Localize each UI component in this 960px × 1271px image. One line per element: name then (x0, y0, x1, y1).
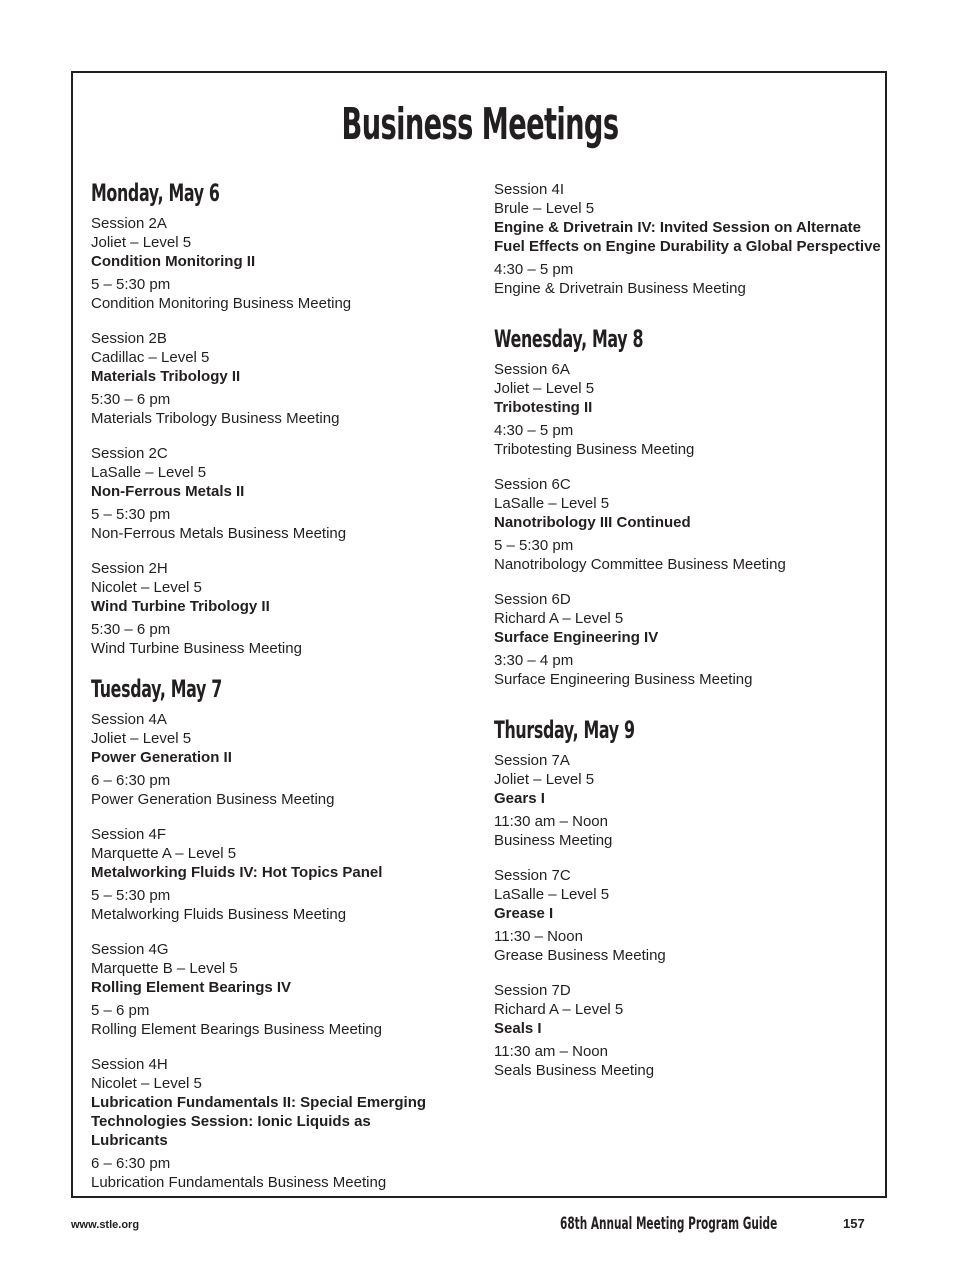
session-topic: Non-Ferrous Metals II (91, 483, 245, 500)
session-room: Richard A – Level 5 (494, 610, 624, 627)
session-topic: Power Generation II (91, 749, 232, 766)
session-entry (91, 444, 471, 543)
session-meeting: Non-Ferrous Metals Business Meeting (91, 525, 347, 542)
session-meeting: Business Meeting (494, 832, 613, 849)
session-meeting: Rolling Element Bearings Business Meeting (91, 1021, 382, 1038)
session-entry (494, 180, 884, 298)
session-time: 6 – 6:30 pm (91, 772, 171, 789)
session-number: Session 6C (494, 476, 571, 493)
session-topic: Condition Monitoring II (91, 253, 256, 270)
session-time: 5 – 5:30 pm (91, 887, 171, 904)
website-link[interactable]: www.stle.org (71, 1219, 140, 1231)
session-time: 5 – 5:30 pm (494, 537, 574, 554)
session-room: Marquette A – Level 5 (91, 845, 237, 862)
session-meeting: Tribotesting Business Meeting (494, 441, 695, 458)
session-topic: Gears I (494, 790, 545, 807)
page-title: Business Meetings (341, 99, 619, 150)
session-room: Nicolet – Level 5 (91, 1075, 202, 1092)
session-time: 5 – 5:30 pm (91, 506, 171, 523)
session-entry (494, 590, 884, 689)
session-entry (494, 751, 884, 850)
session-number: Session 4G (91, 941, 169, 958)
day-heading: Thursday, May 9 (494, 716, 635, 744)
session-meeting: Grease Business Meeting (494, 947, 666, 964)
session-time: 5 – 5:30 pm (91, 276, 171, 293)
session-room: Cadillac – Level 5 (91, 349, 210, 366)
session-number: Session 4I (494, 181, 565, 198)
session-entry (91, 214, 471, 313)
session-meeting: Lubrication Fundamentals Business Meeting (91, 1174, 387, 1191)
session-number: Session 4H (91, 1056, 168, 1073)
session-entry (494, 866, 884, 965)
right-column (494, 180, 884, 1096)
session-topic: Grease I (494, 905, 554, 922)
session-entry (91, 329, 471, 428)
session-room: Joliet – Level 5 (91, 234, 192, 251)
session-entry (91, 559, 471, 658)
session-time: 11:30 – Noon (494, 928, 583, 945)
session-room: Joliet – Level 5 (494, 771, 595, 788)
session-number: Session 7A (494, 752, 570, 769)
session-room: LaSalle – Level 5 (494, 495, 610, 512)
session-meeting: Wind Turbine Business Meeting (91, 640, 302, 657)
session-entry (494, 981, 884, 1080)
session-number: Session 7D (494, 982, 571, 999)
session-time: 5 – 6 pm (91, 1002, 150, 1019)
session-time: 11:30 am – Noon (494, 813, 608, 830)
day-heading: Monday, May 6 (91, 179, 220, 207)
session-meeting: Materials Tribology Business Meeting (91, 410, 340, 427)
session-entry (494, 360, 884, 459)
session-topic: Tribotesting II (494, 399, 593, 416)
session-time: 11:30 am – Noon (494, 1043, 608, 1060)
session-number: Session 6D (494, 591, 571, 608)
session-topic: Wind Turbine Tribology II (91, 598, 270, 615)
session-topic: Surface Engineering IV (494, 629, 659, 646)
page-number: 157 (843, 1216, 865, 1231)
session-room: Nicolet – Level 5 (91, 579, 202, 596)
session-meeting: Engine & Drivetrain Business Meeting (494, 280, 746, 297)
session-number: Session 4F (91, 826, 167, 843)
session-topic: Metalworking Fluids IV: Hot Topics Panel (91, 864, 383, 881)
session-room: Marquette B – Level 5 (91, 960, 238, 977)
session-time: 5:30 – 6 pm (91, 391, 171, 408)
session-number: Session 2C (91, 445, 168, 462)
session-entry (91, 1055, 471, 1192)
session-room: LaSalle – Level 5 (91, 464, 207, 481)
session-time: 6 – 6:30 pm (91, 1155, 171, 1172)
session-topic: Seals I (494, 1020, 542, 1037)
left-column (91, 178, 471, 1208)
session-entry (494, 475, 884, 574)
session-entry (91, 710, 471, 809)
session-number: Session 2B (91, 330, 167, 347)
session-meeting: Power Generation Business Meeting (91, 791, 335, 808)
session-room: Joliet – Level 5 (494, 380, 595, 397)
session-number: Session 2A (91, 215, 167, 232)
session-room: Richard A – Level 5 (494, 1001, 624, 1018)
session-time: 3:30 – 4 pm (494, 652, 574, 669)
session-topic: Nanotribology III Continued (494, 514, 691, 531)
session-meeting: Condition Monitoring Business Meeting (91, 295, 352, 312)
session-topic: Rolling Element Bearings IV (91, 979, 292, 996)
session-entry (91, 825, 471, 924)
session-entry (91, 940, 471, 1039)
session-time: 4:30 – 5 pm (494, 261, 574, 278)
session-number: Session 7C (494, 867, 571, 884)
day-heading: Tuesday, May 7 (91, 675, 222, 703)
publication-title: 68th Annual Meeting Program Guide (560, 1214, 778, 1234)
session-meeting: Nanotribology Committee Business Meeting (494, 556, 786, 573)
session-topic: Engine & Drivetrain IV: Invited Session on Alternate Fuel Effects on Engine Durability a Global Perspective (494, 219, 881, 255)
session-number: Session 4A (91, 711, 167, 728)
session-number: Session 6A (494, 361, 570, 378)
session-room: Brule – Level 5 (494, 200, 595, 217)
session-room: LaSalle – Level 5 (494, 886, 610, 903)
day-heading: Wenesday, May 8 (494, 325, 644, 353)
session-time: 4:30 – 5 pm (494, 422, 574, 439)
session-topic: Materials Tribology II (91, 368, 241, 385)
session-topic: Lubrication Fundamentals II: Special Emerging Technologies Session: Ionic Liquids as Lubricants (91, 1094, 427, 1149)
session-meeting: Metalworking Fluids Business Meeting (91, 906, 347, 923)
session-meeting: Seals Business Meeting (494, 1062, 655, 1079)
session-meeting: Surface Engineering Business Meeting (494, 671, 753, 688)
session-time: 5:30 – 6 pm (91, 621, 171, 638)
session-room: Joliet – Level 5 (91, 730, 192, 747)
session-number: Session 2H (91, 560, 168, 577)
